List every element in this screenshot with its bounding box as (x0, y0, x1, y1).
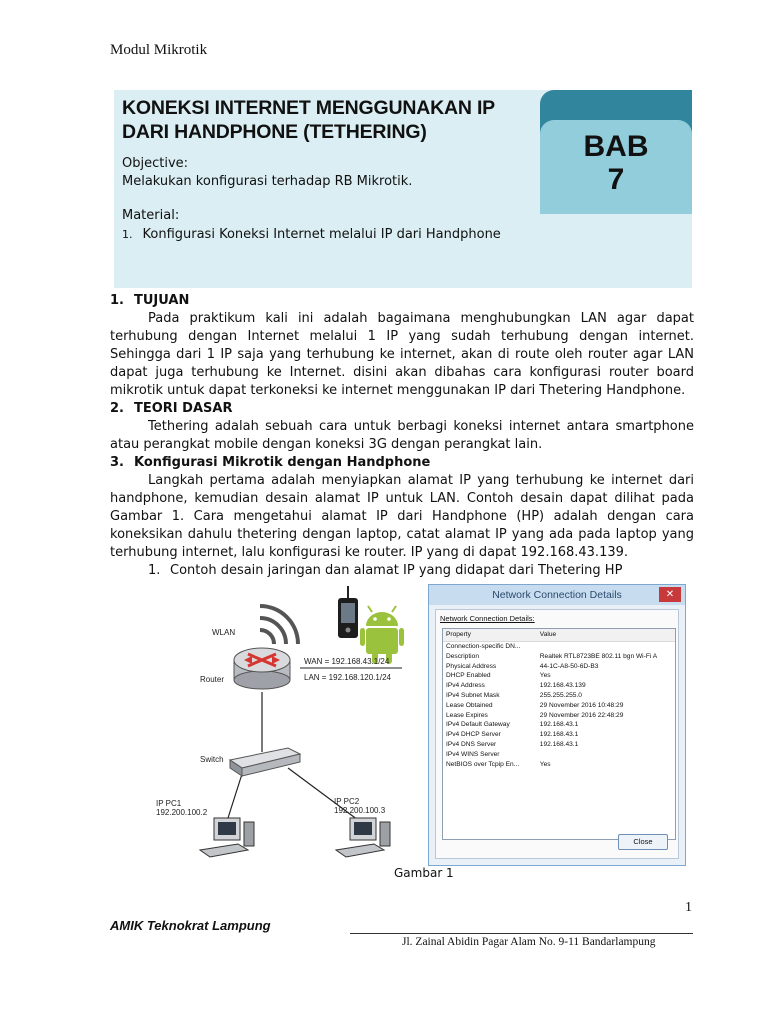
router-icon (234, 648, 290, 689)
list-text: Contoh desain jaringan dan alamat IP yang didapat dari Thetering HP (170, 563, 623, 578)
details-label: Network Connection Details: (440, 614, 535, 623)
close-icon[interactable]: ✕ (659, 587, 681, 602)
footer-address: Jl. Zainal Abidin Pagar Alam No. 9-11 Bandarlampung (402, 936, 656, 948)
value-cell: 255.255.255.0 (539, 691, 582, 699)
table-rows (443, 642, 675, 769)
property-cell: Lease Expires (446, 711, 488, 719)
value-cell: Realtek RTL8723BE 802.11 bgn Wi-Fi A (539, 652, 658, 660)
pc2-icon (336, 818, 390, 857)
close-button[interactable]: Close (618, 834, 668, 850)
section-tujuan (110, 292, 694, 580)
column-header-property[interactable]: Property (446, 631, 471, 638)
table-row[interactable] (443, 750, 675, 760)
pc2-address: 192.200.100.3 (334, 806, 386, 815)
objective-text: Melakukan konfigurasi terhadap RB Mikrotik. (122, 174, 413, 189)
switch-icon (230, 748, 300, 776)
table-row[interactable] (443, 740, 675, 750)
objective-label: Objective: (122, 156, 189, 171)
property-cell: NetBIOS over Tcpip En... (446, 760, 520, 768)
section-number: 2. (110, 401, 124, 416)
value-cell (537, 642, 675, 652)
wlan-label: WLAN (212, 628, 236, 637)
property-cell: Lease Obtained (446, 701, 493, 709)
material-item-text: Konfigurasi Koneksi Internet melalui IP dari Handphone (142, 227, 501, 242)
property-cell: IPv4 WINS Server (446, 750, 500, 758)
router-label: Router (200, 675, 225, 684)
table-row[interactable] (443, 760, 675, 770)
wan-address: WAN = 192.168.43.1/24 (304, 657, 390, 666)
value-cell: Yes (539, 672, 551, 680)
property-cell: IPv4 Default Gateway (446, 721, 510, 729)
chapter-banner (114, 90, 692, 288)
property-cell: Description (446, 652, 479, 660)
table-row[interactable] (443, 720, 675, 730)
property-cell: IPv4 DNS Server (446, 740, 497, 748)
page-number: 1 (685, 900, 692, 915)
dialog-titlebar (429, 585, 685, 605)
footer-institution: AMIK Teknokrat Lampung (110, 918, 271, 933)
table-row[interactable] (443, 642, 675, 652)
pc1-address: 192.200.100.2 (156, 808, 208, 817)
value-cell: 192.168.43.1 (539, 721, 579, 729)
property-cell: DHCP Enabled (446, 672, 491, 680)
value-cell: 192.168.43.1 (539, 740, 579, 748)
details-table[interactable] (442, 628, 676, 840)
column-header-value[interactable]: Value (539, 631, 557, 638)
table-row[interactable] (443, 730, 675, 740)
property-cell: IPv4 DHCP Server (446, 731, 501, 739)
network-connection-details-dialog (428, 584, 686, 866)
section-title: Konfigurasi Mikrotik dengan Handphone (134, 455, 431, 470)
property-cell: IPv4 Subnet Mask (446, 691, 500, 699)
value-cell: 192.168.43.139 (539, 682, 586, 690)
property-cell: Connection-specific DN... (446, 643, 521, 650)
section-heading (110, 400, 694, 418)
dialog-body (435, 609, 679, 859)
switch-label: Switch (200, 755, 224, 764)
material-item-number: 1. (122, 228, 133, 241)
pc1-icon (200, 818, 254, 857)
footer-divider (350, 933, 693, 934)
table-row[interactable] (443, 652, 675, 662)
table-row[interactable] (443, 681, 675, 691)
table-row[interactable] (443, 711, 675, 721)
section-number: 3. (110, 455, 124, 470)
property-cell: Physical Address (446, 662, 497, 670)
material-label: Material: (122, 208, 180, 223)
network-diagram (110, 582, 430, 872)
table-header (443, 629, 675, 642)
section-heading (110, 292, 694, 310)
figure-1 (110, 582, 694, 872)
pc1-label: IP PC1 (156, 799, 182, 808)
table-row[interactable] (443, 671, 675, 681)
dialog-title: Network Connection Details (492, 589, 622, 601)
switch-pc1-link (228, 774, 242, 818)
bab-number: 7 (607, 163, 625, 196)
bab-word: BAB (583, 130, 649, 163)
property-cell: IPv4 Address (446, 682, 485, 690)
bab-badge (540, 120, 692, 214)
section-number: 1. (110, 293, 124, 308)
value-cell: 44-1C-A8-50-6D-B3 (539, 662, 599, 670)
table-row[interactable] (443, 701, 675, 711)
section-heading (110, 454, 694, 472)
section-paragraph: Langkah pertama adalah menyiapkan alamat IP yang terhubung ke internet dari handphone, kemudian desain alamat IP untuk LAN. Contoh desain dapat dilihat pada Gambar 1. Cara mengetahui alamat IP dari Handphone (HP) adalah dengan cara koneksikan dahulu thetering dengan laptop, catat alamat IP yang ada pada laptop yang terhubung internet, lalu konfigurasi ke router. IP yang di dapat 192.168.43.139. (110, 473, 694, 560)
list-number: 1. (148, 563, 161, 578)
wifi-icon (260, 606, 298, 644)
section-title: TEORI DASAR (134, 401, 233, 416)
android-icon (360, 606, 404, 664)
table-row[interactable] (443, 662, 675, 672)
figure-caption: Gambar 1 (394, 866, 454, 880)
material-item (122, 227, 501, 242)
value-cell: 192.168.43.1 (539, 731, 579, 739)
lan-address: LAN = 192.168.120.1/24 (304, 673, 391, 682)
value-cell: Yes (539, 760, 551, 768)
section-title: TUJUAN (134, 293, 190, 308)
value-cell: 29 November 2016 22:48:29 (539, 711, 624, 719)
section-paragraph: Pada praktikum kali ini adalah bagaimana menghubungkan LAN agar dapat terhubung dengan Internet melalui 1 IP yang sudah terhubung dengan internet. Sehingga dari 1 IP saja yang terhubung ke internet, akan di route oleh router agar LAN dapat juga terhubung ke Internet. disini akan dibahas cara konfigurasi router board mikrotik untuk dapat terkoneksi ke internet menggunakan IP dari Thetering Handphone. (110, 311, 694, 398)
chapter-title: KONEKSI INTERNET MENGGUNAKAN IP DARI HANDPHONE (TETHERING) (122, 97, 495, 143)
mobile-phone-icon (338, 586, 358, 638)
table-row[interactable] (443, 691, 675, 701)
value-cell: 29 November 2016 10:48:29 (539, 701, 624, 709)
value-cell (537, 750, 675, 760)
section-paragraph: Tethering adalah sebuah cara untuk berbagi koneksi internet antara smartphone atau perangkat mobile dengan koneksi 3G dengan perangkat lain. (110, 419, 694, 452)
pc2-label: IP PC2 (334, 797, 360, 806)
figure-list-item (110, 562, 694, 580)
running-header: Modul Mikrotik (110, 42, 208, 58)
